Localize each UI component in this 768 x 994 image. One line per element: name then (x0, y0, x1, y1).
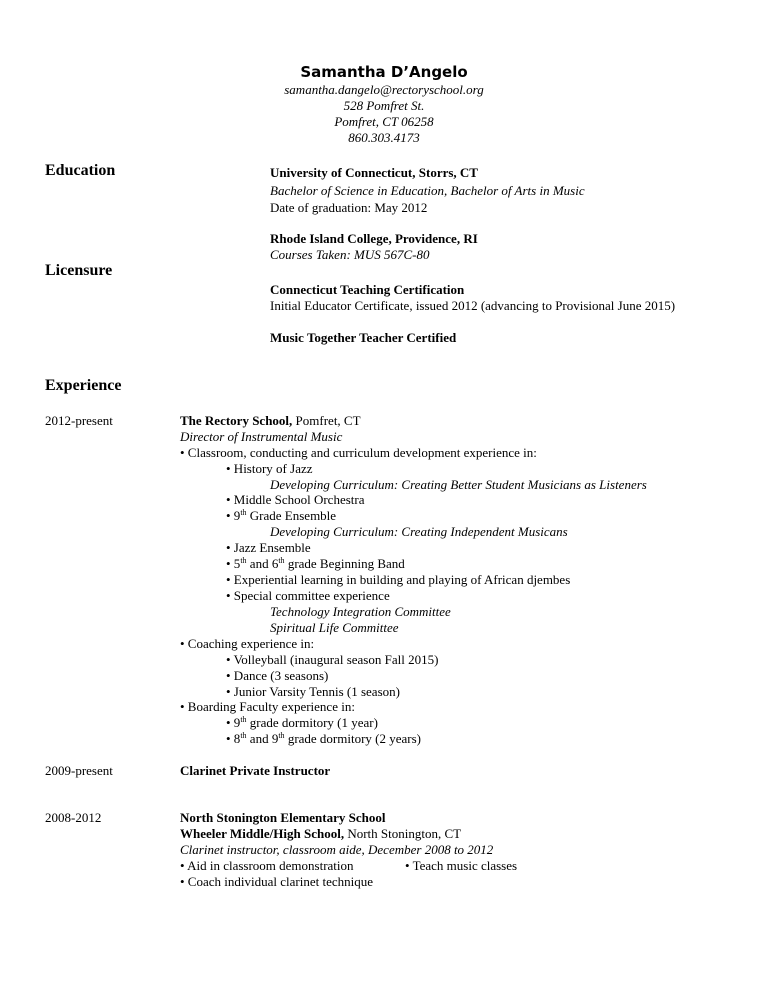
tech-committee: Technology Integration Committee (270, 604, 451, 619)
ninth-curriculum: Developing Curriculum: Creating Independent Musicans (270, 524, 568, 539)
wheeler-school: Wheeler Middle/High School, (180, 826, 345, 841)
stonington-dates: 2008-2012 (45, 810, 102, 825)
music-together-cert: Music Together Teacher Certified (270, 330, 457, 345)
education-heading: Education (45, 162, 116, 179)
stonington-school: North Stonington Elementary School (180, 810, 386, 825)
city-state: Pomfret, CT 06258 (334, 114, 434, 129)
coaching-experience: • Coaching experience in: (180, 636, 315, 651)
street-address: 528 Pomfret St. (343, 98, 425, 113)
teach-music: • Teach music classes (405, 858, 518, 873)
rectory-title: Director of Instrumental Music (180, 429, 343, 444)
volleyball: • Volleyball (inaugural season Fall 2015) (226, 652, 439, 667)
jv-tennis: • Junior Varsity Tennis (1 season) (226, 684, 400, 699)
phone: 860.303.4173 (348, 130, 420, 145)
licensure-heading: Licensure (45, 262, 113, 279)
eighth-ninth-dormitory: • 8th and 9th grade dormitory (2 years) (226, 731, 422, 746)
history-of-jazz: • History of Jazz (226, 461, 313, 476)
special-committee: • Special committee experience (226, 588, 390, 603)
wheeler-employer (180, 826, 461, 842)
ric-school: Rhode Island College, Providence, RI (270, 231, 478, 246)
classroom-experience: • Classroom, conducting and curriculum development experience in: (180, 445, 537, 460)
spiritual-committee: Spiritual Life Committee (270, 620, 399, 635)
classroom-demo: • Aid in classroom demonstration (180, 858, 354, 873)
rectory-school: The Rectory School, (180, 413, 293, 428)
resume-name: Samantha D’Angelo (300, 63, 468, 81)
uconn-degree: Bachelor of Science in Education, Bachelor of Arts in Music (270, 183, 585, 198)
ct-certification-detail: Initial Educator Certificate, issued 2012 (advancing to Provisional June 2015) (270, 298, 676, 313)
rectory-location: Pomfret, CT (292, 413, 361, 428)
ric-courses: Courses Taken: MUS 567C-80 (270, 247, 430, 262)
clarinet-title: Clarinet Private Instructor (180, 763, 331, 778)
clarinet-dates: 2009-present (45, 763, 113, 778)
ms-orchestra: • Middle School Orchestra (226, 492, 365, 507)
ct-certification: Connecticut Teaching Certification (270, 282, 465, 297)
experience-heading: Experience (45, 377, 122, 394)
stonington-role: Clarinet instructor, classroom aide, December 2008 to 2012 (180, 842, 494, 857)
beginning-band: • 5th and 6th grade Beginning Band (226, 556, 405, 571)
uconn-school: University of Connecticut, Storrs, CT (270, 165, 478, 180)
rectory-employer (180, 413, 361, 429)
jazz-ensemble: • Jazz Ensemble (226, 540, 311, 555)
uconn-graduation: Date of graduation: May 2012 (270, 200, 428, 215)
jazz-curriculum: Developing Curriculum: Creating Better Student Musicians as Listeners (270, 477, 647, 492)
wheeler-location: North Stonington, CT (344, 826, 462, 841)
boarding-faculty: • Boarding Faculty experience in: (180, 699, 355, 714)
african-djembes: • Experiential learning in building and playing of African djembes (226, 572, 571, 587)
ninth-dormitory: • 9th grade dormitory (1 year) (226, 715, 378, 730)
email: samantha.dangelo@rectoryschool.org (284, 82, 484, 97)
dance: • Dance (3 seasons) (226, 668, 329, 683)
coach-clarinet: • Coach individual clarinet technique (180, 874, 373, 889)
rectory-dates: 2012-present (45, 413, 113, 428)
ninth-grade-ensemble: • 9th Grade Ensemble (226, 508, 337, 523)
